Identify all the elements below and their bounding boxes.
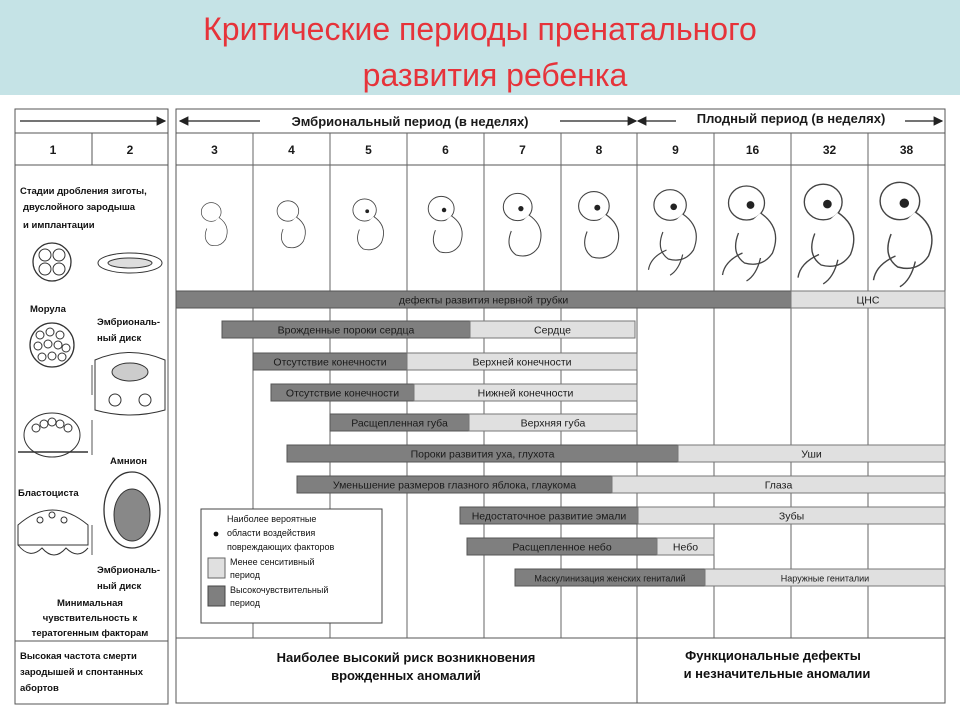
embryo-illustration: [201, 203, 227, 246]
low-sensitivity-label: Верхней конечности: [472, 356, 572, 369]
sensitivity-bar: [467, 538, 714, 555]
legend-probable-areas: повреждающих факторов: [227, 542, 335, 552]
sensitivity-bar: [297, 476, 945, 493]
zygote-stages-label: и имплантации: [23, 220, 95, 231]
sensitivity-bar: [460, 507, 945, 524]
legend: [201, 509, 382, 623]
week-label: 4: [288, 143, 295, 157]
embryo-illustration: [503, 193, 541, 256]
page-title: [0, 6, 960, 98]
week-label: 9: [672, 143, 679, 157]
embryo-illustration: [277, 201, 305, 248]
implantation-illustration: [18, 510, 88, 555]
week-label: 32: [822, 143, 837, 157]
sensitivity-bar: [176, 291, 945, 308]
bullet-icon: [214, 532, 219, 537]
minimal-sensitivity-label: чувствительность к: [42, 613, 138, 624]
high-sensitivity-label: Уменьшение размеров глазного яблока, глаукома: [332, 479, 577, 492]
minimal-sensitivity-label: Минимальная: [57, 598, 123, 609]
sensitivity-bar: [287, 445, 945, 462]
low-sensitivity-label: Зубы: [778, 510, 805, 523]
zygote-stages-label: Стадии дробления зиготы,: [20, 186, 147, 197]
embryonic-period-label: Эмбриональный период (в неделях): [291, 114, 529, 129]
legend-less-sensitive: Менее сенситивный: [230, 557, 315, 567]
low-sensitivity-label: ЦНС: [856, 294, 880, 307]
embryonic-disc-label: ный диск: [97, 333, 142, 344]
embryo-illustration: [874, 182, 932, 286]
high-sensitivity-label: дефекты развития нервной трубки: [398, 294, 569, 307]
week-label: 16: [745, 143, 760, 157]
amnion-illustration: [104, 472, 160, 548]
embryo-illustration: [353, 199, 384, 250]
low-sensitivity-label: Наружные гениталии: [780, 573, 870, 584]
legend-high-sensitive: Высокочувствительный: [230, 585, 329, 595]
high-sensitivity-label: Пороки развития уха, глухота: [410, 448, 555, 461]
implantation-disc-illustration: [98, 253, 162, 273]
zygote-stages-label: двуслойного зародыша: [23, 202, 136, 213]
sensitivity-bar: [253, 353, 637, 370]
high-sensitivity-label: Отсутствие конечности: [273, 356, 387, 369]
week-label: 8: [595, 143, 603, 157]
blastocyst-illustration: [18, 413, 88, 457]
low-sensitivity-label: Уши: [801, 448, 822, 461]
highest-risk-label: Наиболее высокий риск возникновения: [276, 650, 536, 665]
high-sensitivity-label: Маскулинизация женских гениталий: [534, 573, 686, 584]
fetal-period-label: Плодный период (в неделях): [696, 111, 886, 126]
high-mortality-label: абортов: [20, 683, 59, 694]
morula-label: Морула: [30, 304, 66, 315]
embryo-illustration: [798, 184, 854, 284]
embryo-illustrations: [201, 182, 932, 286]
embryonic-disc-illustration: [95, 353, 165, 416]
high-sensitivity-label: Расщепленное небо: [512, 541, 612, 554]
week-labels: [211, 143, 913, 157]
critical-periods-diagram: [0, 95, 960, 720]
embryonic-disc-label: ный диск: [97, 581, 142, 592]
high-sensitivity-label: Врожденные пороки сердца: [277, 324, 415, 337]
high-sensitivity-label: Расщепленная губа: [351, 417, 448, 430]
diagram-panel: [0, 95, 960, 720]
sensitivity-bar: [222, 321, 635, 338]
embryo-illustration: [579, 192, 619, 259]
embryo-illustration: [428, 196, 462, 252]
week-label: 5: [365, 143, 372, 157]
low-sensitivity-label: Сердце: [534, 324, 571, 337]
legend-probable-areas: области воздействия: [227, 528, 316, 538]
week-label: 6: [442, 143, 449, 157]
minimal-sensitivity-label: тератогенным факторам: [31, 628, 149, 639]
week-label: 1: [49, 143, 57, 157]
legend-dark-swatch: [208, 586, 225, 606]
embryonic-disc-label: Эмбриональ-: [97, 317, 161, 328]
low-sensitivity-label: Верхняя губа: [520, 417, 586, 430]
legend-less-sensitive: период: [230, 570, 260, 580]
sensitivity-bar: [515, 569, 945, 586]
title-line-2: развития ребенка: [362, 57, 628, 93]
legend-probable-areas: Наиболее вероятные: [227, 514, 317, 524]
week-label: 3: [211, 143, 218, 157]
high-sensitivity-label: Отсутствие конечности: [285, 387, 400, 400]
morula-illustration: [30, 323, 74, 367]
high-mortality-label: зародышей и спонтанных: [20, 667, 144, 678]
high-mortality-label: Высокая частота смерти: [20, 651, 137, 662]
sensitivity-bar: [271, 384, 637, 401]
legend-high-sensitive: период: [230, 598, 260, 608]
week-label: 7: [519, 143, 526, 157]
week-label: 38: [899, 143, 914, 157]
week-label: 2: [126, 143, 134, 157]
zygote-illustration: [33, 243, 71, 281]
sensitivity-bar: [330, 414, 637, 431]
embryo-illustration: [649, 190, 697, 276]
functional-defects-label: Функциональные дефекты: [685, 648, 861, 663]
low-sensitivity-label: Нижней конечности: [477, 387, 574, 400]
low-sensitivity-label: Небо: [672, 541, 699, 554]
high-sensitivity-label: Недостаточное развитие эмали: [471, 510, 627, 523]
amnion-label: Амнион: [110, 456, 148, 467]
functional-defects-label: и незначительные аномалии: [683, 666, 871, 681]
legend-light-swatch: [208, 558, 225, 578]
highest-risk-label: врожденных аномалий: [331, 668, 481, 683]
blastocyst-label: Бластоциста: [18, 488, 79, 499]
title-line-1: Критические периоды пренатального: [203, 11, 757, 47]
embryonic-disc-label: Эмбриональ-: [97, 565, 161, 576]
low-sensitivity-label: Глаза: [764, 479, 793, 492]
embryo-illustration: [723, 186, 776, 281]
